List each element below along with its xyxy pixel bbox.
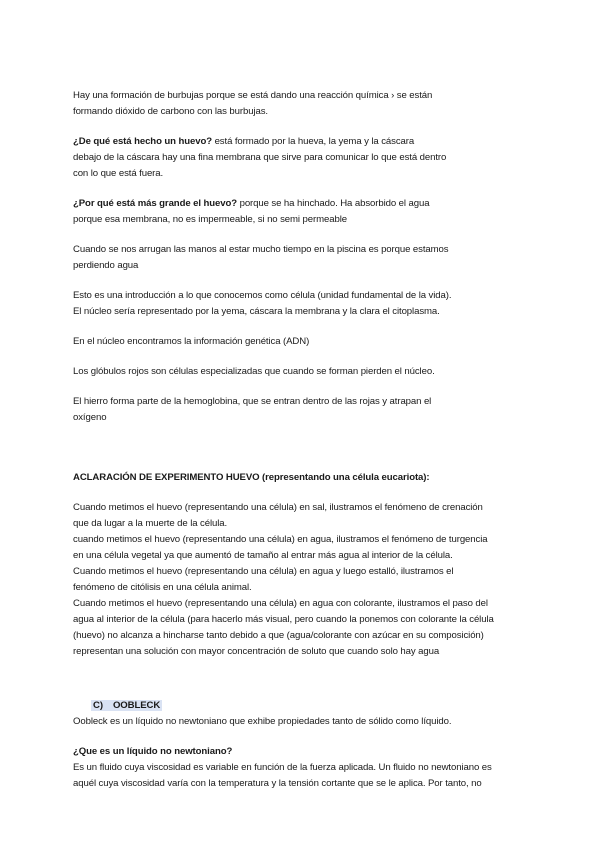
text-line: agua al interior de la célula (para hacerlo más visual, pero cuando la ponemos con colorante la célula	[73, 614, 494, 625]
text-line	[73, 134, 529, 150]
text-line: Cuando se nos arrugan las manos al estar mucho tiempo en la piscina es porque estamos	[73, 244, 449, 255]
paragraph-egg-composition	[73, 134, 529, 182]
answer-text: porque se ha hinchado. Ha absorbido el agua	[237, 198, 430, 209]
text-line: El núcleo sería representado por la yema, cáscara la membrana y la clara el citoplasma.	[73, 306, 440, 317]
text-line: aquél cuya viscosidad varía con la temperatura y la tensión cortante que se le aplica. Por tanto, no	[73, 778, 482, 789]
answer-text: está formado por la hueva, la yema y la cáscara	[212, 136, 415, 147]
text-line: que da lugar a la muerte de la célula.	[73, 518, 228, 529]
question-text: ¿Que es un líquido no newtoniano?	[73, 746, 233, 757]
text-line: El hierro forma parte de la hemoglobina, que se entran dentro de las rojas y atrapan el	[73, 396, 432, 407]
paragraph-iron	[73, 394, 529, 426]
text-line: oxígeno	[73, 412, 107, 423]
section-title: OOBLECK	[112, 700, 161, 711]
text-line: Cuando metimos el huevo (representando una célula) en sal, ilustramos el fenómeno de crenación	[73, 502, 483, 513]
text-line: Cuando metimos el huevo (representando una célula) en agua con colorante, ilustramos el paso del	[73, 598, 488, 609]
text-line: (huevo) no alcanza a hincharse tanto debido a que (agua/colorante con azúcar en su composición)	[73, 630, 484, 641]
paragraph-bubbles	[73, 88, 529, 120]
text-line: debajo de la cáscara hay una fina membrana que sirve para comunicar lo que está dentro	[73, 152, 447, 163]
question-text: ¿De qué está hecho un huevo?	[73, 136, 212, 147]
text-line: con lo que está fuera.	[73, 168, 164, 179]
question-text: ¿Por qué está más grande el huevo?	[73, 198, 238, 209]
text-line: representan una solución con mayor concentración de soluto que cuando solo hay agua	[73, 646, 440, 657]
paragraph-hands	[73, 242, 529, 274]
section-number: C)	[93, 700, 103, 711]
section-heading	[73, 470, 529, 486]
text-line: Oobleck es un líquido no newtoniano que exhibe propiedades tanto de sólido como líquido.	[73, 716, 452, 727]
paragraph-experiment	[73, 500, 529, 660]
heading-text: ACLARACIÓN DE EXPERIMENTO HUEVO (representando una célula eucariota):	[73, 472, 430, 483]
paragraph-egg-bigger	[73, 196, 529, 228]
text-line: fenómeno de citólisis en una célula animal.	[73, 582, 252, 593]
paragraph-oobleck	[73, 714, 529, 730]
text-line: Hay una formación de burbujas porque se está dando una reacción química › se están	[73, 90, 433, 101]
text-line: Es un fluido cuya viscosidad es variable en función de la fuerza aplicada. Un fluido no newtoniano es	[73, 762, 492, 773]
paragraph-cell-intro	[73, 288, 529, 320]
text-line: Esto es una introducción a lo que conocemos como célula (unidad fundamental de la vida).	[73, 290, 452, 301]
section-c-heading	[73, 698, 529, 714]
text-line: Cuando metimos el huevo (representando una célula) en agua y luego estalló, ilustramos el	[73, 566, 454, 577]
text-line: Los glóbulos rojos son células especializadas que cuando se forman pierden el núcleo.	[73, 366, 435, 377]
text-line: en una célula vegetal ya que aumentó de tamaño al entrar más agua al interior de la célula.	[73, 550, 453, 561]
text-line: cuando metimos el huevo (representando una célula) en agua, ilustramos el fenómeno de turgencia	[73, 534, 488, 545]
text-line: porque esa membrana, no es impermeable, si no semi permeable	[73, 214, 347, 225]
document-body	[73, 88, 529, 792]
text-line: perdiendo agua	[73, 260, 139, 271]
section-c-title	[91, 698, 162, 714]
text-line	[73, 196, 529, 212]
text-line: En el núcleo encontramos la información genética (ADN)	[73, 336, 310, 347]
paragraph-red-cells	[73, 364, 529, 380]
paragraph-nucleus	[73, 334, 529, 350]
paragraph-newtonian	[73, 744, 529, 792]
text-line: formando dióxido de carbono con las burbujas.	[73, 106, 268, 117]
